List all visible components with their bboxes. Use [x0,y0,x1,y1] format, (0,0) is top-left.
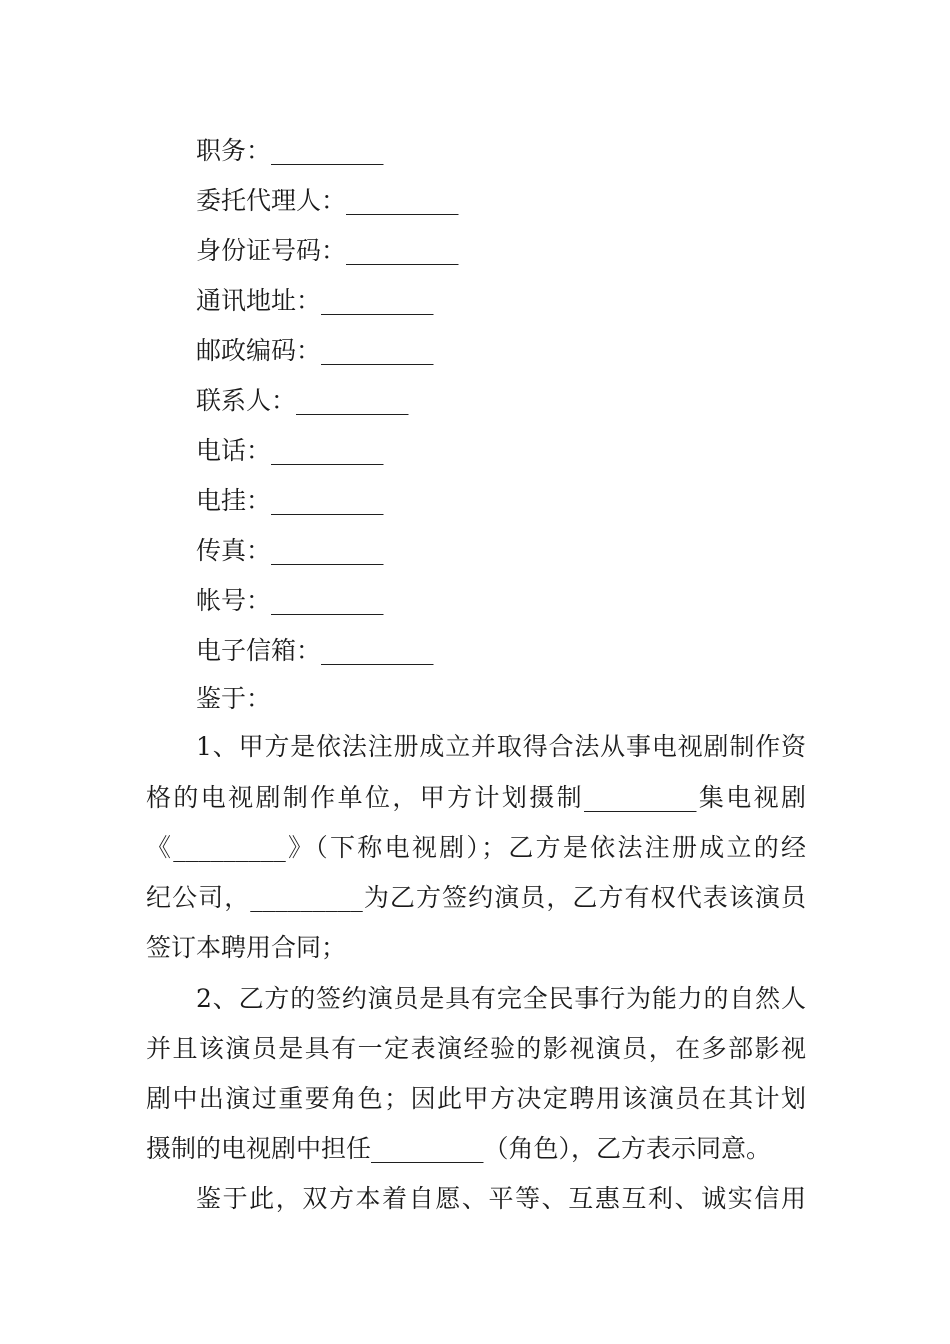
field-phone: 电话：_________ [196,436,384,465]
paragraph2-line3: 剧中出演过重要角色；因此甲方决定聘用该演员在其计划 [146,1084,806,1113]
field-account: 帐号：_________ [196,586,384,615]
paragraph2-line4: 摄制的电视剧中担任_________（角色），乙方表示同意。 [146,1134,772,1163]
paragraph1-line5: 签订本聘用合同； [146,933,347,962]
paragraph1-line4: 纪公司，_________为乙方签约演员，乙方有权代表该演员 [146,883,806,912]
field-email: 电子信箱：_________ [196,636,434,665]
field-id-number: 身份证号码：_________ [196,236,459,265]
paragraph1-line2: 格的电视剧制作单位，甲方计划摄制_________集电视剧 [146,783,806,812]
field-agent: 委托代理人：_________ [196,186,459,215]
paragraph1-line1: 1、甲方是依法注册成立并取得合法从事电视剧制作资 [196,732,806,761]
field-position: 职务：_________ [196,136,384,165]
paragraph1-line3: 《_________》（下称电视剧）；乙方是依法注册成立的经 [146,833,806,862]
paragraph3-line1: 鉴于此，双方本着自愿、平等、互惠互利、诚实信用 [196,1184,806,1213]
field-contact: 联系人：_________ [196,386,409,415]
paragraph2-line1: 2、乙方的签约演员是具有完全民事行为能力的自然人 [196,984,806,1013]
paragraph2-line2: 并且该演员是具有一定表演经验的影视演员，在多部影视 [146,1034,806,1063]
field-fax: 传真：_________ [196,536,384,565]
field-postcode: 邮政编码：_________ [196,336,434,365]
whereas-heading: 鉴于： [196,684,272,713]
field-address: 通讯地址：_________ [196,286,434,315]
field-telegraph: 电挂：_________ [196,486,384,515]
